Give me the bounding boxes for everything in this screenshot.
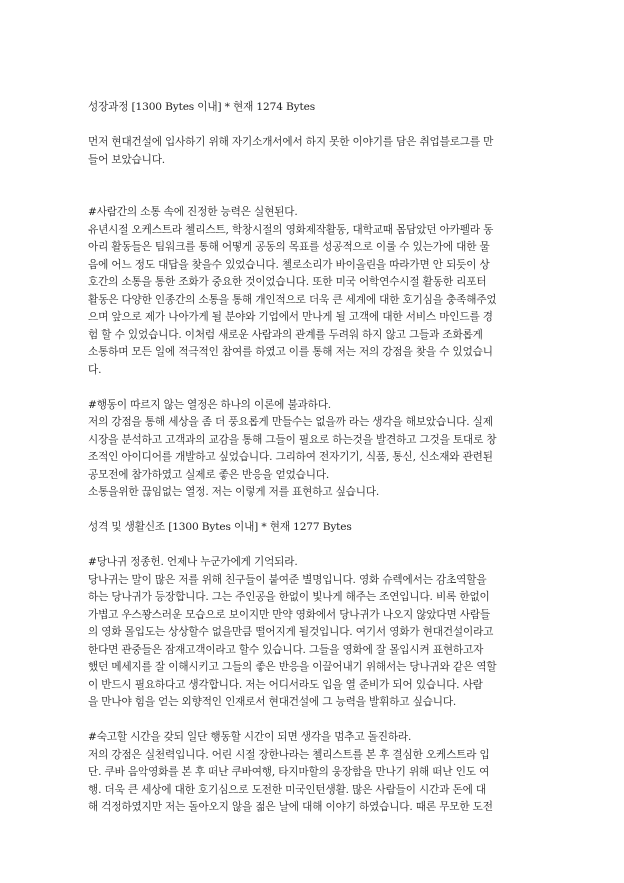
section-heading-growth: 성장과정 [1300 Bytes 이내] * 현재 1274 Bytes <box>88 101 315 113</box>
paragraph-line: 당나귀는 말이 많은 저를 위해 친구들이 붙여준 별명입니다. 영화 슈렉에서는 감초역할을 <box>88 573 487 586</box>
spacer <box>88 117 540 135</box>
spacer <box>88 712 540 730</box>
paragraph-line: 행. 더욱 큰 세상에 대한 호기심으로 도전한 미국인턴생활. 많은 사람들이 시간과 돈에 대 <box>88 783 486 796</box>
section-personality <box>88 519 540 817</box>
topic-title: #행동이 따르지 않는 열정은 하나의 이론에 불과하다. <box>88 398 332 411</box>
paragraph-line: 소통하며 모든 일에 적극적인 참여를 하였고 이를 통해 저는 저의 강점을 찾을 수 있었습니 <box>88 346 493 358</box>
topic-donkey <box>88 554 540 712</box>
intro-line: 먼저 현대건설에 입사하기 위해 자기소개서에서 하지 못한 이야기를 담은 취업블로그를 만 <box>88 136 494 148</box>
document-page <box>88 99 540 817</box>
paragraph-line: 의 영화 몰입도는 상상할수 없을만큼 떨어지게 될것입니다. 여기서 영화가 현대건설이라고 <box>88 626 494 638</box>
topic-title: #숙고할 시간을 갖되 일단 행동할 시간이 되면 생각을 멈추고 돌진하라. <box>88 731 412 743</box>
topic-title: #당나귀 정종헌. 언제나 누군가에게 기억되라. <box>88 556 298 568</box>
topic-passion <box>88 397 540 502</box>
paragraph-line: 해 걱정하였지만 저는 돌아오지 않을 젊은 날에 대해 이야기 하였습니다. 때론 무모한 도전 <box>88 801 493 813</box>
paragraph-line: 음에 어느 정도 대답을 찾을수 있었습니다. 첼로소리가 바이올린을 따라가면 안 되듯이 상 <box>88 258 490 271</box>
paragraph-line: 저의 강점을 통해 세상을 좀 더 풍요롭게 만들수는 없을까 라는 생각을 해보았습니다. 실제 <box>88 416 493 428</box>
paragraph-line: 으며 앞으로 제가 나아가게 될 분야와 기업에서 만나게 될 고객에 대한 서비스 마인드를 경 <box>88 311 493 323</box>
paragraph-line: 했던 메세지를 잘 이해시키고 그들의 좋은 반응을 이끌어내기 위해서는 당나귀와 같은 역할 <box>88 661 497 673</box>
paragraph-line: 조적인 아이디어를 개발하고 싶었습니다. 그리하여 전자기기, 식품, 통신, 신소재와 관련된 <box>88 451 493 463</box>
spacer <box>88 187 540 205</box>
paragraph-line: 험 할 수 있었습니다. 이처럼 새로운 사람과의 관계를 두려워 하지 않고 그들과 조화롭게 <box>88 328 483 341</box>
paragraph-line: 저의 강점은 실천력입니다. 어린 시절 장한나라는 첼리스트를 본 후 결심한 오케스트라 입 <box>88 748 490 761</box>
section-heading-personality: 성격 및 생활신조 [1300 Bytes 이내] * 현재 1277 Bytes <box>88 521 352 533</box>
paragraph-line: 소통을위한 끊임없는 열정. 저는 이렇게 저를 표현하고 싶습니다. <box>88 486 380 498</box>
spacer <box>88 502 540 520</box>
paragraph-line: 한다면 관중들은 잠재고객이라고 할수 있습니다. 그들을 영화에 잘 몰입시켜 표현하고자 <box>88 643 484 656</box>
paragraph-line: 호간의 소통을 통한 조화가 중요한 것이었습니다. 또한 미국 어학연수시절 활동한 리포터 <box>88 276 487 288</box>
paragraph-line: 유년시절 오케스트라 첼리스트, 학창시절의 영화제작활동, 대학교때 몸담았던 아카펠라 동 <box>88 223 494 236</box>
paragraph-line: 다. <box>88 363 102 376</box>
topic-action <box>88 729 540 817</box>
intro-line: 들어 보았습니다. <box>88 153 166 166</box>
spacer <box>88 169 540 187</box>
paragraph-line: 단. 쿠바 음악영화를 본 후 떠난 쿠바여행, 타지마할의 웅장함을 만나기 위해 떠난 인도 여 <box>88 766 490 778</box>
paragraph-line: 이 반드시 필요하다고 생각합니다. 저는 어디서라도 입을 열 준비가 되어 있습니다. 사람 <box>88 678 483 691</box>
paragraph-line: 을 만나야 힘을 얻는 외향적인 인재로서 현대건설에 그 능력을 발휘하고 싶습니다. <box>88 696 457 708</box>
paragraph-line: 가볍고 우스꽝스러운 모습으로 보이지만 만약 영화에서 당나귀가 나오지 않았다면 사람들 <box>88 608 491 621</box>
paragraph-line: 아리 활동들은 팀워크를 통해 어떻게 공동의 목표를 성공적으로 이룰 수 있는가에 대한 물 <box>88 241 490 253</box>
paragraph-line: 시장을 분석하고 고객과의 교감을 통해 그들이 필요로 하는것을 발견하고 그것을 토대로 창 <box>88 433 497 446</box>
paragraph-line: 공모전에 참가하였고 실제로 좋은 반응을 얻었습니다. <box>88 468 330 481</box>
section-growth <box>88 99 540 502</box>
paragraph-line: 하는 당나귀가 등장합니다. 그는 주인공을 한없이 빛나게 해주는 조연입니다. 비록 한없이 <box>88 591 490 603</box>
paragraph-line: 활동은 다양한 인종간의 소통을 통해 개인적으로 더욱 큰 세계에 대한 호기심을 충족해주었 <box>88 293 497 306</box>
spacer <box>88 537 540 555</box>
topic-communication <box>88 204 540 379</box>
spacer <box>88 379 540 397</box>
topic-title: #사람간의 소통 속에 진정한 능력은 실현된다. <box>88 206 298 218</box>
